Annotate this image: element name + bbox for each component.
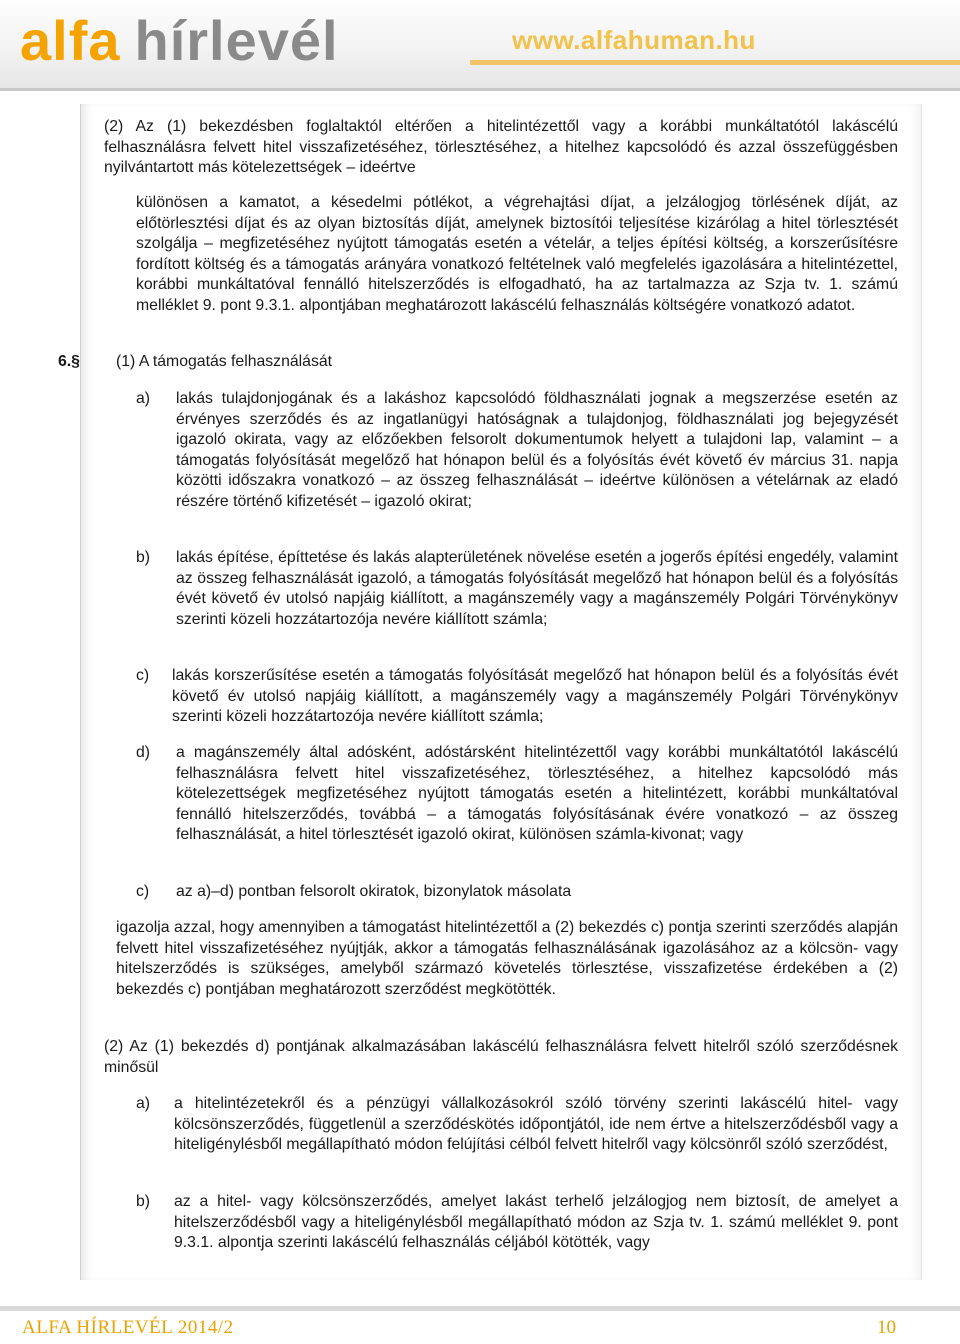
- list-item-text: az a hitel- vagy kölcsönszerződés, amelyet lakást terhelő jelzálogjog nem biztosít, de amelyet a hitelszerződésből vagy a hiteligénylésből megállapítható módon az Szja tv. 1. számú melléklet 9. pont 9.3.1. alpontja szerinti lakáscélú felhasználás céljából kötötték, vagy: [174, 1193, 898, 1251]
- list-item-text: lakás tulajdonjogának és a lakáshoz kapcsolódó földhasználati jognak a megszerzése esetén az érvényes szerződés és az ingatlanügyi hatóságnak a tulajdonjog, földhasználati jog bejegyzését igazoló okirata, vagy az előzőekben felsorolt dokumentumok helyett a tulajdoni lap, valamint – a támogatás folyósítását megelőző hat hónapon belül és a folyósítás évét követő év március 31. napja közötti időszakra vonatkozó – az összeg felhasználását – ideértve különösen a vételárnak az eladó részére történő kifizetését – igazoló okirat;: [176, 390, 898, 510]
- section-6-paragraph-2: (2) Az (1) bekezdés d) pontjának alkalmazásában lakáscélú felhasználásra felvett hitelről szóló szerződésnek minősül: [104, 1038, 898, 1076]
- paragraph-2-continuation: különösen a kamatot, a késedelmi pótlékot, a végrehajtási díjat, a jelzálogjog törlésének díját, az előtörlesztési díjat és az olyan biztosítás díját, amelynek biztosítói teljesítése kizárólag a hitel törlesztését szolgálja – megfizetéséhez nyújtott támogatás esetén a vételár, a teljes építési költség, a korszerűsítésre fordított költség és a támogatás arányára vonatkozó feltételnek való megfelelés igazolására a hitelintézettel, korábbi munkáltatóval fennálló hitelszerződés is elfogadható, ha az tartalmazza az Szja tv. 1. számú melléklet 9. pont 9.3.1. alpontjában meghatározott lakáscélú felhasználás költségére vonatkozó adatot.: [136, 194, 898, 314]
- website-url[interactable]: www.alfahuman.hu: [512, 25, 756, 55]
- brand-word-alfa: alfa: [20, 9, 121, 72]
- list-item-text: lakás építése, építtetése és lakás alapterületének növelése esetén a jogerős építési engedély, valamint az összeg felhasználását igazoló, a támogatás folyósítását megelőző hat hónapon belül és a folyósítás évét követő év utolsó napjáig kiállított, a magánszemély vagy a magánszemély Polgári Törvénykönyv szerinti közeli hozzátartozója nevére kiállított számla;: [176, 549, 898, 628]
- item-label: a): [136, 390, 151, 407]
- page-number: 10: [877, 1317, 896, 1338]
- newsletter-header: [0, 0, 960, 91]
- list-item-text: a hitelintézetekről és a pénzügyi vállalkozásokról szóló törvény szerinti lakáscélú hitel- vagy kölcsönszerződés, függetlenül a szerződéskötés időpontjától, ide nem értve a hitelszerződésből vagy a hiteligénylésből megállapítható módon felújítási célból felvett hitelről vagy kölcsönről szóló szerződést,: [174, 1095, 898, 1153]
- item-label: a): [136, 1095, 151, 1112]
- list-item-text: lakás korszerűsítése esetén a támogatás folyósítását megelőző hat hónapon belül és a folyósítás évét követő év utolsó napjáig kiállított, a magánszemély vagy a magánszemély Polgári Törvénykönyv szerinti közeli hozzátartozója nevére kiállított számla;: [172, 667, 898, 725]
- footer-rule: [0, 1306, 960, 1311]
- item-label: b): [136, 1193, 151, 1210]
- brand-word-hirlevel: hírlevél: [134, 9, 339, 72]
- item-label: c): [136, 883, 150, 900]
- paragraph-igazolja: igazolja azzal, hogy amennyiben a támogatást hitelintézettől a (2) bekezdés c) pontja szerinti szerződés alapján felvett hitel visszafizetéséhez nyújtják, akkor a támogatás felhasználásának igazolásához az a kölcsön- vagy hitelszerződés is szükséges, amelyből származó követelés törlesztése, visszafizetése érdekében a (2) bekezdés c) pontjában meghatározott szerződést megkötötték.: [116, 919, 898, 998]
- brand-logo: [20, 8, 339, 74]
- footer-publication-title: ALFA HÍRLEVÉL 2014/2: [22, 1317, 234, 1338]
- item-label: c): [136, 667, 150, 684]
- paragraph-2-intro: (2) Az (1) bekezdésben foglaltaktól eltérően a hitelintézettől vagy a korábbi munkáltatótól lakáscélú felhasználásra felvett hitel visszafizetéséhez, törlesztéséhez, a hitelhez kapcsolódó és azzal összefüggésben nyilvántartott más kötelezettségek – ideértve: [104, 118, 898, 176]
- list-item-text: a magánszemély által adósként, adóstársként hitelintézettől vagy korábbi munkáltatótól lakáscélú felhasználásra felvett hitel visszafizetéséhez, törlesztéséhez, a hitelhez kapcsolódó más kötelezettségek megfizetéséhez nyújtott támogatás esetén a hitelintézett, korábbi munkáltatóval fennálló hitelszerződés, továbbá – a támogatás folyósításának évére vonatkozó – az összeg felhasználását, a hitel törlesztését igazoló okirat, különösen számla-kivonat; vagy: [176, 744, 898, 843]
- list-item-text: az a)–d) pontban felsorolt okiratok, bizonylatok másolata: [176, 883, 572, 900]
- section-6-label: 6.§: [58, 353, 80, 370]
- item-label: b): [136, 549, 151, 566]
- section-6-paragraph-1: (1) A támogatás felhasználását: [116, 353, 333, 370]
- item-label: d): [136, 744, 151, 761]
- header-accent-stripe: [470, 60, 960, 65]
